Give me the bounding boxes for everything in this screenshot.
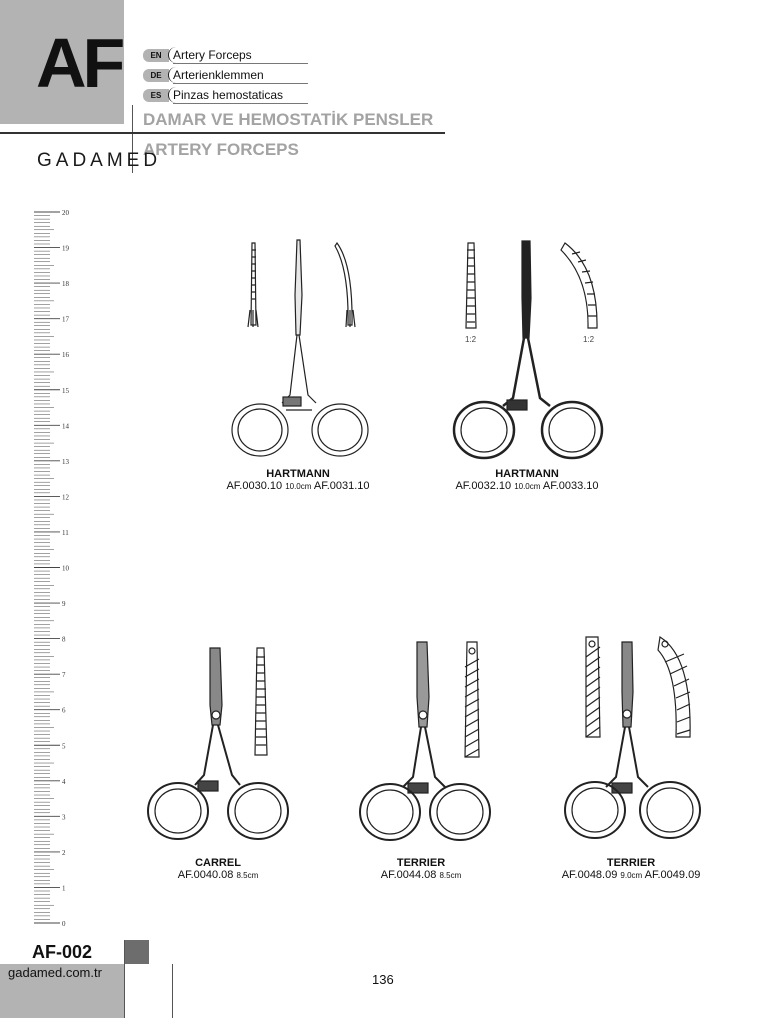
- page-title-turkish: DAMAR VE HEMOSTATİK PENSLER: [143, 110, 434, 129]
- product-code: AF.0048.09: [561, 869, 618, 881]
- ruler-labels: [62, 209, 70, 928]
- ruler-label: 14: [62, 422, 69, 431]
- product-codes: [427, 480, 627, 492]
- ruler-label: 3: [62, 813, 66, 822]
- ruler-label: 15: [62, 386, 69, 395]
- scale-note: 1:2: [465, 335, 477, 344]
- ruler-label: 13: [62, 457, 69, 466]
- page-number: 136: [372, 972, 394, 987]
- product-codes: [118, 869, 318, 881]
- ruler-label: 2: [62, 848, 66, 857]
- language-text: Artery Forceps: [173, 48, 252, 62]
- page-title-english: ARTERY FORCEPS: [143, 140, 299, 159]
- product-label-5: [531, 857, 731, 881]
- ruler-label: 8: [62, 635, 66, 644]
- product-size: 10.0cm: [514, 482, 541, 491]
- hartmann-forceps-curved-image: [440, 238, 620, 468]
- ruler-label: 7: [62, 671, 66, 680]
- divider: [173, 83, 308, 84]
- brand-logo: GADAMED: [37, 150, 162, 171]
- divider: [173, 103, 308, 104]
- footer-tab: [148, 964, 173, 1018]
- ruler-label: 1: [62, 884, 66, 893]
- product-size: 10.0cm: [285, 482, 312, 491]
- product-size: 8.5cm: [439, 871, 462, 880]
- cm-ruler: [30, 205, 80, 935]
- product-code: AF.0049.09: [644, 869, 701, 881]
- divider: [173, 63, 308, 64]
- ruler-label: 16: [62, 351, 69, 360]
- language-code: ES: [143, 89, 169, 102]
- footer-tab: [124, 964, 150, 1018]
- product-codes: [321, 869, 521, 881]
- ruler-label: 18: [62, 280, 69, 289]
- ruler-label: 10: [62, 564, 69, 573]
- hartmann-forceps-image: [220, 235, 380, 465]
- ruler-label: 6: [62, 706, 66, 715]
- ruler-label: 9: [62, 600, 66, 609]
- language-code: DE: [143, 69, 169, 82]
- product-codes: [531, 869, 731, 881]
- ruler-label: 17: [62, 315, 69, 324]
- language-text: Pinzas hemostaticas: [173, 88, 284, 102]
- ruler-label: 12: [62, 493, 69, 502]
- product-codes: [198, 480, 398, 492]
- terrier-forceps-curved-image: [560, 632, 710, 850]
- carrel-forceps-image: [140, 645, 300, 850]
- product-name: HARTMANN: [495, 468, 559, 480]
- ruler-label: 0: [62, 920, 66, 928]
- section-code: AF: [36, 24, 122, 102]
- product-code: AF.0031.10: [313, 480, 370, 492]
- ruler-label: 19: [62, 244, 69, 253]
- website-url: gadamed.com.tr: [8, 965, 102, 980]
- product-code: AF.0032.10: [455, 480, 512, 492]
- ruler-ticks: [34, 212, 60, 923]
- ruler-label: 20: [62, 209, 69, 217]
- product-code: AF.0030.10: [226, 480, 283, 492]
- ruler-label: 5: [62, 742, 66, 751]
- ruler-label: 11: [62, 528, 69, 537]
- product-name: TERRIER: [396, 857, 446, 869]
- product-name: HARTMANN: [266, 468, 330, 480]
- page-code: AF-002: [0, 940, 125, 964]
- language-code: EN: [143, 49, 169, 62]
- language-text: Arterienklemmen: [173, 68, 264, 82]
- ruler-label: 4: [62, 777, 66, 786]
- product-code: AF.0033.10: [542, 480, 599, 492]
- header-horizontal-divider: [0, 132, 445, 134]
- product-label-1: [198, 468, 398, 492]
- product-name: CARREL: [195, 857, 241, 869]
- terrier-forceps-image: [355, 637, 505, 850]
- footer-dark-tab: [125, 940, 149, 964]
- product-code: AF.0044.08: [380, 869, 437, 881]
- product-label-3: [118, 857, 318, 881]
- product-name: TERRIER: [606, 857, 656, 869]
- scale-note: 1:2: [583, 335, 595, 344]
- product-size: 9.0cm: [620, 871, 643, 880]
- product-label-4: [321, 857, 521, 881]
- product-label-2: [427, 468, 627, 492]
- product-code: AF.0040.08: [177, 869, 234, 881]
- product-size: 8.5cm: [236, 871, 259, 880]
